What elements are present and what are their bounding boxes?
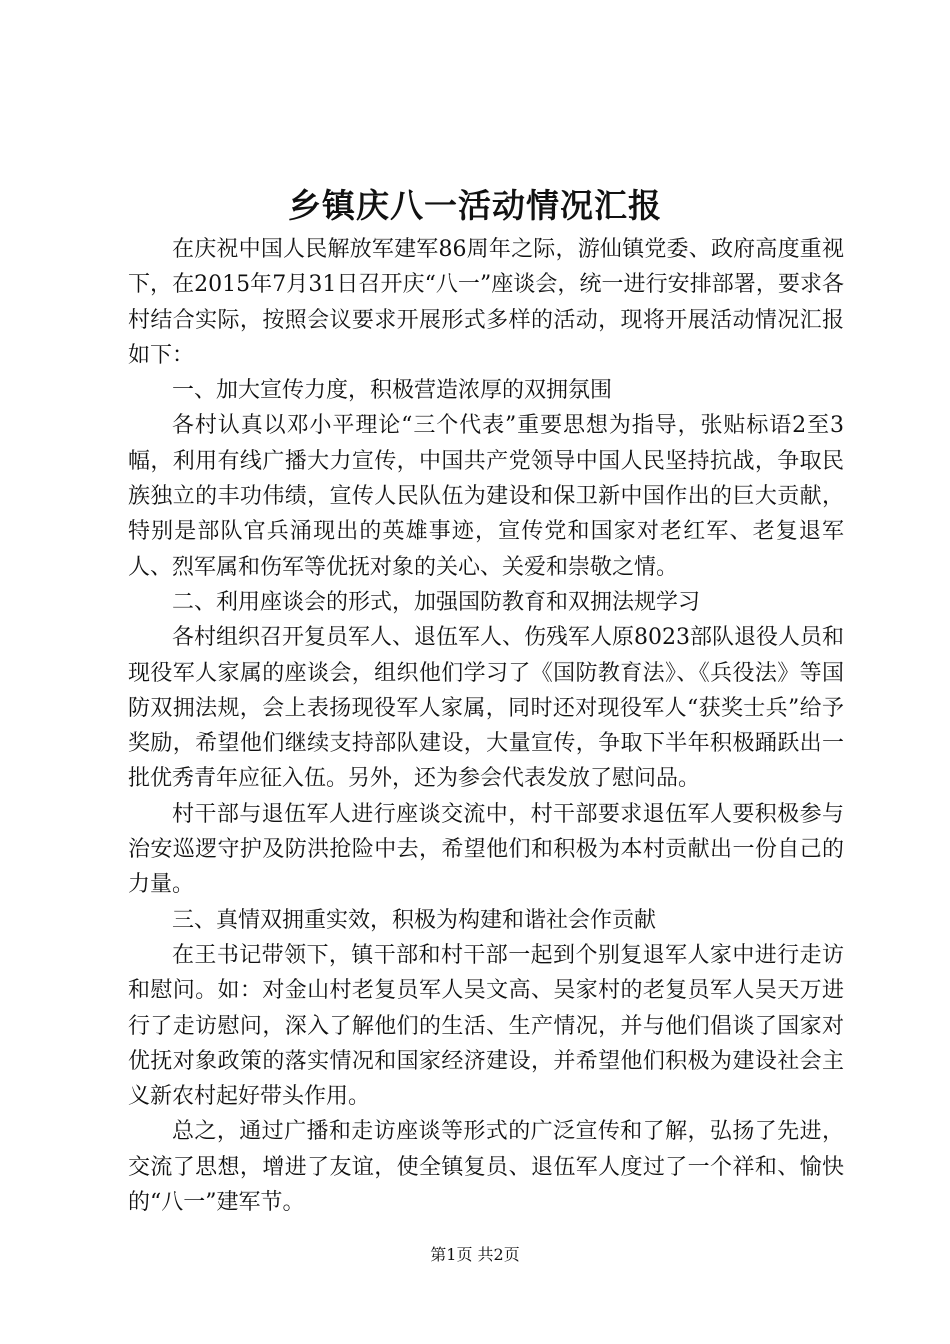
- section-heading-3: 三、真情双拥重实效，积极为构建和谐社会作贡献: [172, 907, 657, 933]
- paragraph-section-1: 各村认真以邓小平理论“三个代表”重要思想为指导，张贴标语2至3幅，利用有线广播大力宣传，中国共产党领导中国人民坚持抗战，争取民族独立的丰功伟绩，宣传人民队伍为建设和保卫新中国作出的巨大贡献，特别是部队官兵涌现出的英雄事迹，宣传党和国家对老红军、老复退军人、烈军属和伤军等优抚对象的关心、关爱和崇敬之情。: [128, 413, 844, 580]
- page-number-footer: 第1页 共2页: [430, 1245, 520, 1264]
- paragraph-intro: 在庆祝中国人民解放军建军86周年之际，游仙镇党委、政府高度重视下，在2015年7月31日召开庆“八一”座谈会，统一进行安排部署，要求各村结合实际，按照会议要求开展形式多样的活动，现将开展活动情况汇报如下：: [128, 237, 844, 368]
- paragraph-section-2a: 各村组织召开复员军人、退伍军人、伤残军人原8023部队退役人员和现役军人家属的座谈会，组织他们学习了《国防教育法》、《兵役法》等国防双拥法规，会上表扬现役军人家属，同时还对现役军人“获奖士兵”给予奖励，希望他们继续支持部队建设，大量宣传，争取下半年积极踊跃出一批优秀青年应征入伍。另外，还为参会代表发放了慰问品。: [128, 625, 844, 792]
- paragraph-section-2b: 村干部与退伍军人进行座谈交流中，村干部要求退伍军人要积极参与治安巡逻守护及防洪抢险中去，希望他们和积极为本村贡献出一份自己的力量。: [128, 801, 844, 898]
- paragraph-conclusion: 总之，通过广播和走访座谈等形式的广泛宣传和了解，弘扬了先进，交流了思想，增进了友谊，使全镇复员、退伍军人度过了一个祥和、愉快的“八一”建军节。: [128, 1119, 844, 1216]
- document-title: 乡镇庆八一活动情况汇报: [288, 186, 662, 225]
- paragraph-section-3: 在王书记带领下，镇干部和村干部一起到个别复退军人家中进行走访和慰问。如：对金山村老复员军人吴文高、吴家村的老复员军人吴天万进行了走访慰问，深入了解他们的生活、生产情况，并与他们倡谈了国家对优抚对象政策的落实情况和国家经济建设，并希望他们积极为建设社会主义新农村起好带头作用。: [128, 942, 844, 1110]
- section-heading-1: 一、加大宣传力度，积极营造浓厚的双拥氛围: [172, 378, 613, 404]
- document-body: [128, 232, 844, 1220]
- section-heading-2: 二、利用座谈会的形式，加强国防教育和双拥法规学习: [172, 589, 701, 615]
